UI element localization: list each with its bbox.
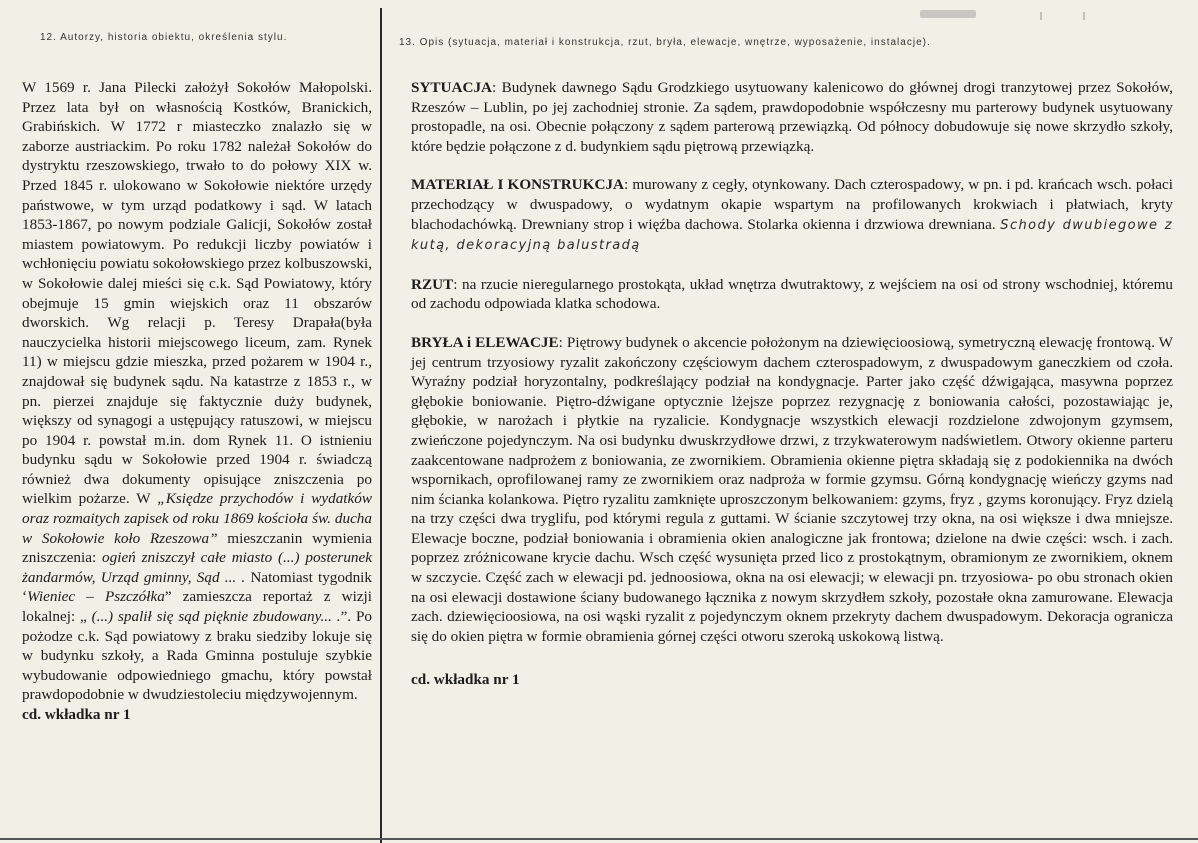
rzut-heading: RZUT [411, 275, 454, 293]
history-quote-1: „Księdze przychodów i wydatków oraz rozmaitych zapisek od roku 1869 kościoła św. ducha w Sokołowie koło Rzeszowa” [22, 490, 372, 547]
material-paragraph [411, 175, 1173, 255]
material-heading: MATERIAŁ I KONSTRUKCJA [411, 176, 624, 194]
history-body-1: W 1569 r. Jana Pilecki założył Sokołów Małopolski. Przez lata był on własnością Kostków, Branickich, Grabińskich. W 1772 r miasteczko znalazło się w zaborze austriackim. Po roku 1782 należał Sokołów do dystryktu rzeszowskiego, trwało to do połowy XIX w. Przed 1845 r. ulokowano w Sokołowie niektóre urzędy państwowe, w tym urząd podatkowy i sąd. W latach 1853-1867, po nowym podziale Galicji, Sokołów został miastem powiatowym. Po redukcji liczby powiatów i wchłonięciu powiatu sokołowskiego przez kolbuszowski, w Sokołowie dalej mieści się c.k. Sąd Powiatowy, który obejmuje 15 gmin wiejskich oraz 11 obszarów dworskich. Wg relacji p. Teresy Drapała(była nauczycielka historii miejscowego liceum, zam. Rynek 11) w miejscu gdzie mieszka, przed pożarem w 1904 r., znajdował się budynek sądu. Na katastrze z 1853 r., w pn. pierzei znajduje się faktycznie duży budynek, większy od synagogi a ustępujący ratuszowi, w miejscu po 1904 r. powstał m.in. dom Rynek 11. O istnieniu budynku sądu w Sokołowie przed 1904 r. świadczą również dwa dokumenty opisujące zniszczenia po wielkim pożarze. W [22, 79, 372, 508]
continued-note: cd. wkładka nr 1 [411, 671, 520, 689]
column-divider [380, 8, 382, 843]
rzut-body: : na rzucie nieregularnego prostokąta, układ wnętrza dwutraktowy, z wejściem na osi od strony wschodniej, któremu od zachodu odpowiada klatka schodowa. [411, 275, 1173, 313]
history-text [22, 78, 372, 725]
handwritten-note: Schody dwubiegowe z kutą, dekoracyjną balustradą [411, 217, 1173, 254]
history-quote-3: Wieniec – Pszczółka [27, 588, 165, 606]
material-body: : murowany z cegły, otynkowany. Dach czterospadowy, w pn. i pd. krańcach wsch. połaci przechodzący w dwuspadowy, o wydatnym okapie wspartym na profilowanych krokwiach i płatwiach, kryty blachodachówką. Drewniany strop i więźba dachowa. Stolarka okienna i drzwiowa drewniana. [411, 176, 1173, 233]
section-12-header: 12. Autorzy, historia obiektu, określenia stylu. [40, 32, 288, 43]
rzut-paragraph [411, 275, 1173, 314]
section-13-header: 13. Opis (sytuacja, materiał i konstrukcja, rzut, bryła, elewacje, wnętrze, wyposażenie, instalacje). [399, 37, 931, 48]
history-quote-2: ogień zniszczył całe miasto (...) posterunek żandarmów, Urząd gminny, Sąd ... . [22, 549, 373, 586]
description-text [411, 78, 1173, 709]
history-body-5: ”. Po pożodze c.k. Sąd powiatowy z braku siedziby lokuje się w budynku szkoły, a Rada Gminna postuluje szybkie wybudowanie odpowiedniego gmachu, który powstał prawdopodobnie w dwudziestoleciu międzywojennym. [22, 608, 373, 704]
history-body-2: mieszczanin wymienia zniszczenia: [22, 529, 372, 567]
sytuacja-heading: SYTUACJA [411, 79, 493, 96]
sytuacja-body: : Budynek dawnego Sądu Grodzkiego usytuowany kalenicowo do głównej drogi tranzytowej przez Sokołów, Rzeszów – Lublin, po jej zachodniej stronie. Za sądem, prawdopodobnie współczesny mu parterowy budynek usytuowany prostopadle, na osi. Obecnie połączony z sądem parterową przewiązką. Od północy dobudowuje się nowe skrzydło szkoły, które będzie połączone z d. budynkiem sądu piętrową przewiązką. [411, 79, 1173, 155]
history-body-3: Natomiast tygodnik ‘ [22, 568, 372, 606]
history-paragraph [22, 78, 372, 705]
bottom-rule [0, 838, 1198, 840]
history-quote-4: (...) spalił się sąd pięknie zbudowany... . [86, 608, 341, 626]
sytuacja-paragraph [411, 78, 1173, 156]
history-body-4: ” zamieszcza reportaż z wizji lokalnej: „ [22, 588, 372, 626]
bryla-paragraph [411, 333, 1173, 647]
bryla-heading: BRYŁA i ELEWACJE [411, 333, 559, 351]
continued-note: cd. wkładka nr 1 [22, 706, 131, 723]
bryla-body: : Piętrowy budynek o akcencie położonym na dziewięcioosiową, symetryczną elewację frontową. W jej centrum trzyosiowy ryzalit zakończony częściowym dachem czterospadowym, z dwuspadowym ganeczkiem od czoła. Wyraźny podział horyzontalny, podkreślający podział na kondygnacje. Parter jako część dźwigająca, masywna poprzez głębokie boniowanie. Piętro-dźwigane optycznie lżejsze poprzez rezygnację z boniowania całości, pozostawiając je, głębokie, w narożach i płytkie na ryzalicie. Kondygnacje wszystkich elewacji rozdzielone zdwojonym gzymsem, zwieńczone pojedynczym. Na osi budynku dwuskrzydłowe drzwi, z trzykwaterowym nadświetlem. Otwory okienne parteru zaakcentowane nadprożem z boniowania, ze zwornikiem. Obramienia okienne piętra składają się z podokiennika na dwóch wspornikach, oprofilowanej ramy ze zwornikiem oraz nadproża w formie gzymsu. Górną kondygnację wieńczy gzyms nad nim ścianka kolankowa. Piętro ryzalitu zamknięte uproszczonym belkowaniem: gzyms, fryz , gzyms koronujący. Fryz dzielą na trzy części dwa tryglifu, pod którymi regula z guttami. W ścianie szczytowej trzy okna, na osi większe i dwa mniejsze. Elewacje boczne, podział boniowania i obramienia okien analogiczne jak frontowa; dzielone na dwie części: wsch. i zach. poprzez zróżnicowane krycie dachu. Wsch część wysunięta przed lico z prostokątnym, obramionym ze zwornikiem, oknem w szczycie. Część zach w elewacji pd. jednoosiowa, okna na osi elewacji; w elewacji pn. trzyosiowa- po obu stronach okien na osi elewacji dostawione ściany budowanego łącznika z nowym skrzydłem szkoły, pozostałe okna zamurowane. Elewacja zach. dziewięcioosiowa, na osi wąski ryzalit z pojedynczym oknem przekryty dachem dwuspadowym. Dekoracja ogranicza się do okien piętra w formie obramienia górnej części otworu szeroką uskokową listwą. [411, 333, 1173, 645]
left-column [22, 0, 374, 843]
right-column [393, 0, 1183, 843]
